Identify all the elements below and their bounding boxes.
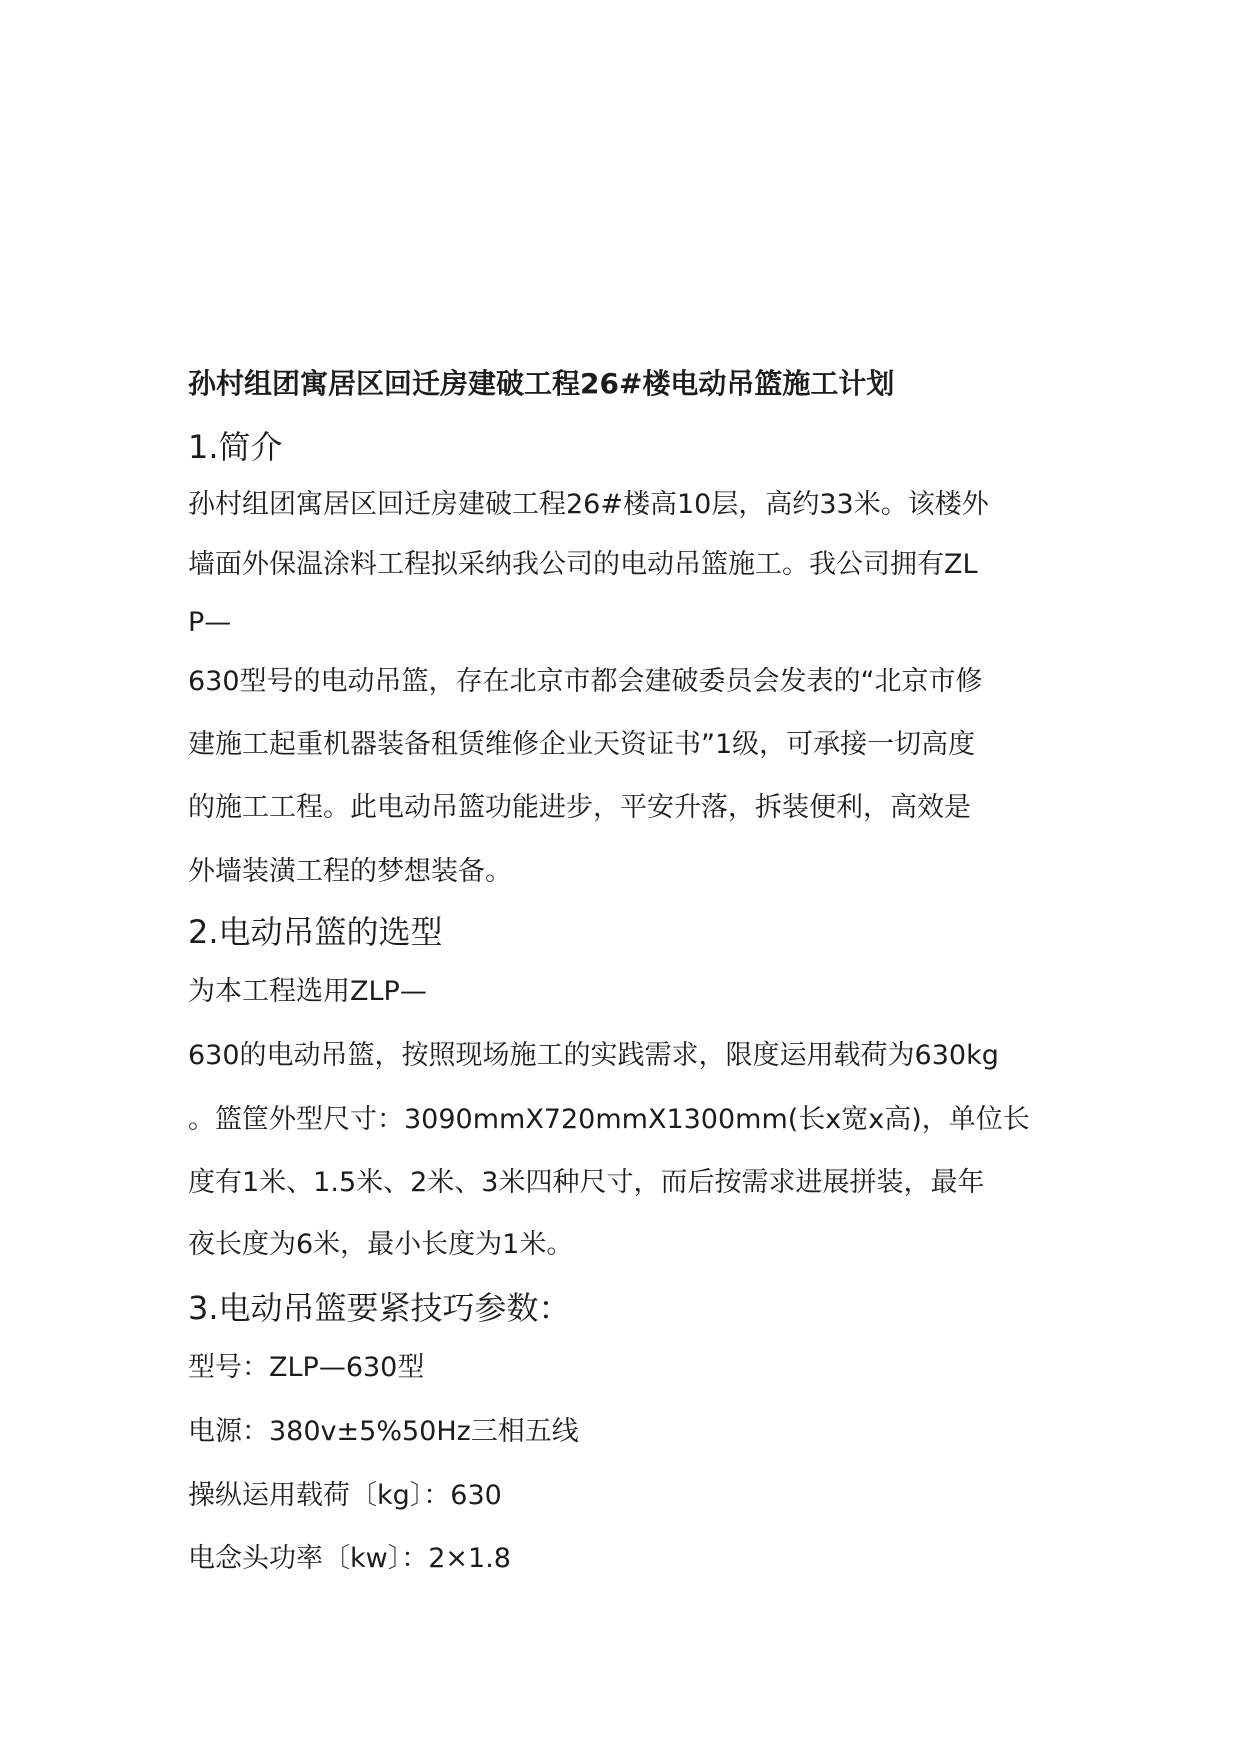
paragraph-line: 为本工程选用ZLP— <box>188 976 427 1007</box>
parameter-line: 型号：ZLP—630型 <box>188 1352 425 1383</box>
paragraph-line: 墙面外保温涂料工程拟采纳我公司的电动吊篮施工。我公司拥有ZL <box>188 549 978 580</box>
paragraph-line: 630型号的电动吊篮，存在北京市都会建破委员会发表的“北京市修 <box>188 666 983 697</box>
paragraph-line: 夜长度为6米，最小长度为1米。 <box>188 1229 574 1260</box>
section-heading-intro: 1.简介 <box>188 428 283 466</box>
parameter-line: 电源：380v±5%50Hz三相五线 <box>188 1416 579 1447</box>
section-heading-selection: 2.电动吊篮的选型 <box>188 913 443 951</box>
paragraph-line: P— <box>188 607 232 638</box>
paragraph-line: 建施工起重机器装备租赁维修企业天资证书”1级，可承接一切高度 <box>188 729 976 760</box>
section-heading-parameters: 3.电动吊篮要紧技巧参数： <box>188 1289 571 1327</box>
document-title: 孙村组团寓居区回迁房建破工程26#楼电动吊篮施工计划 <box>188 367 895 400</box>
parameter-line: 电念头功率〔kw〕：2×1.8 <box>188 1543 511 1574</box>
paragraph-line: 。篮筐外型尺寸：3090mmX720mmX1300mm(长x宽x高)，单位长 <box>188 1104 1030 1135</box>
paragraph-line: 630的电动吊篮，按照现场施工的实践需求，限度运用载荷为630kg <box>188 1040 999 1071</box>
paragraph-line: 度有1米、1.5米、2米、3米四种尺寸，而后按需求进展拼装，最年 <box>188 1167 985 1198</box>
paragraph-line: 外墙装潢工程的梦想装备。 <box>188 856 512 887</box>
parameter-line: 操纵运用载荷〔kg〕：630 <box>188 1480 502 1511</box>
paragraph-line: 孙村组团寓居区回迁房建破工程26#楼高10层，高约33米。该楼外 <box>188 489 989 520</box>
paragraph-line: 的施工工程。此电动吊篮功能进步，平安升落，拆装便利，高效是 <box>188 792 971 823</box>
